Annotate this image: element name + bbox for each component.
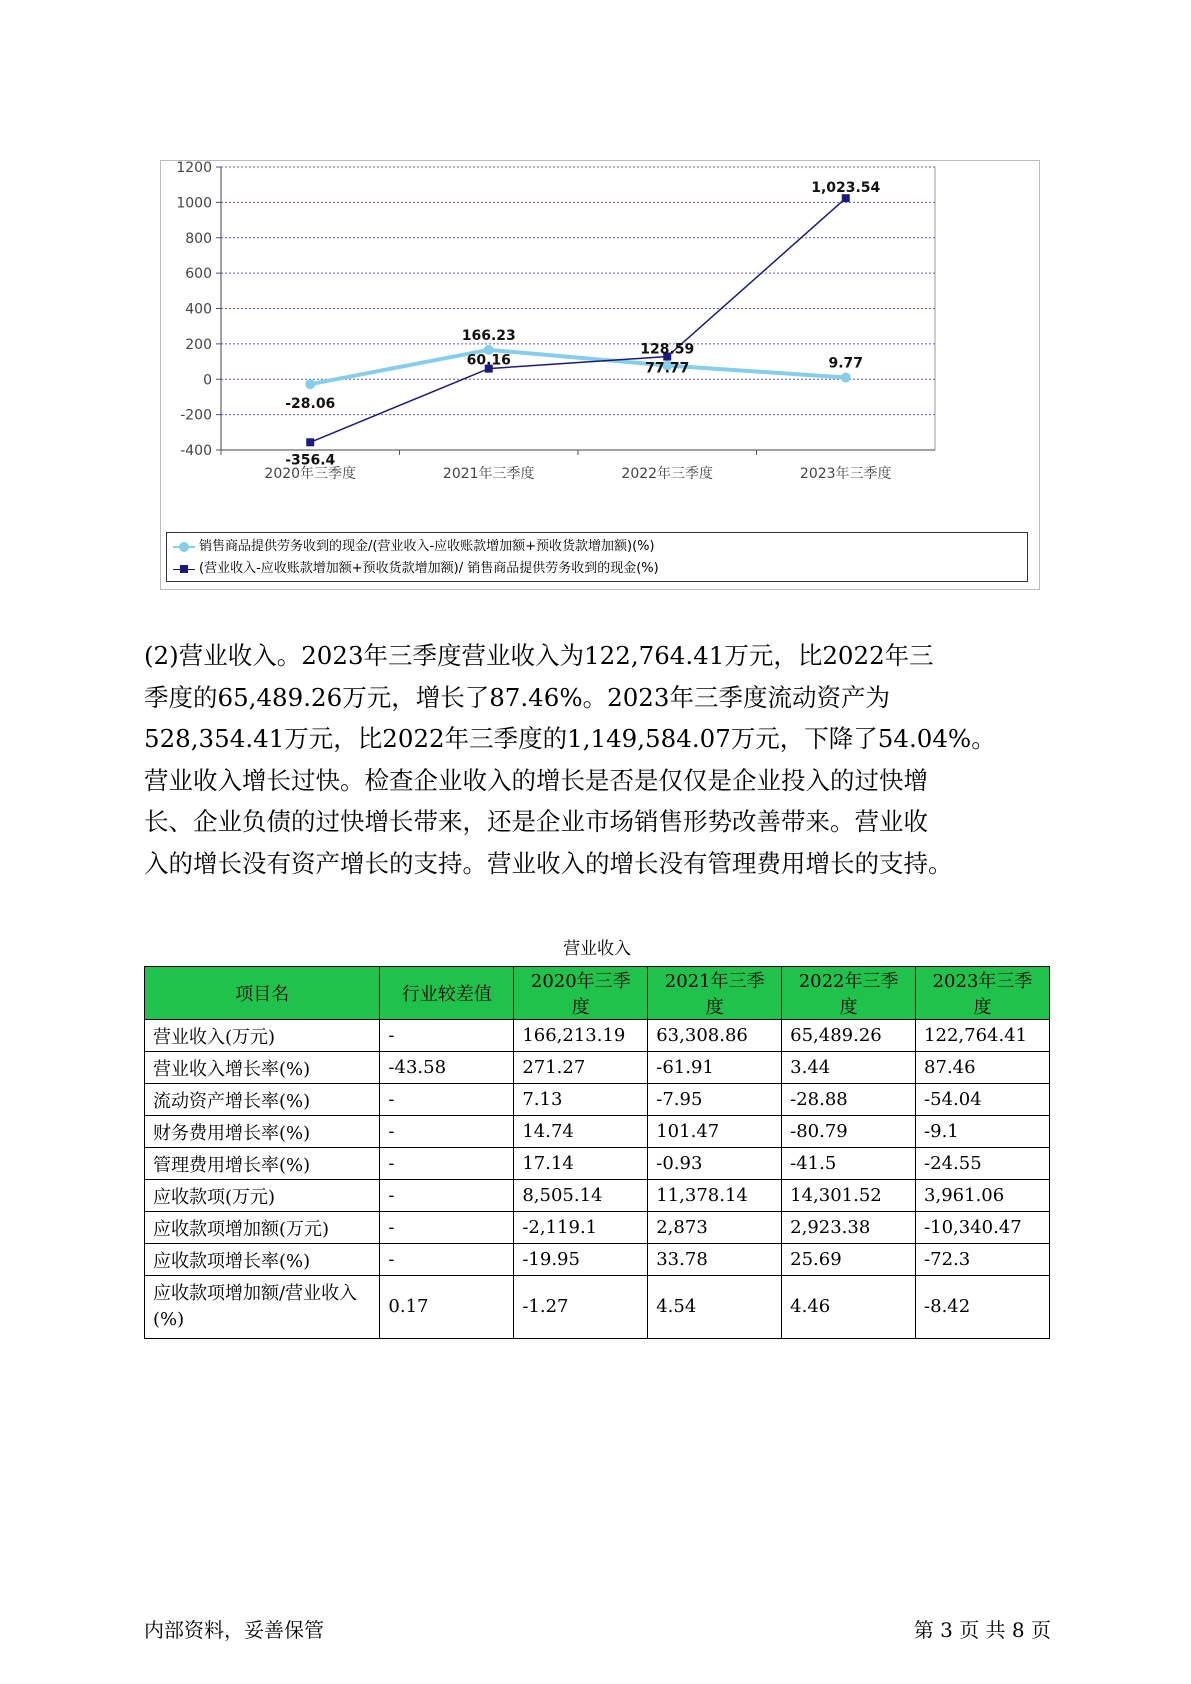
table-row xyxy=(145,1116,1050,1148)
table-cell: - xyxy=(380,1116,514,1148)
table-cell: -2,119.1 xyxy=(514,1212,648,1244)
table-cell: - xyxy=(380,1244,514,1276)
table-cell: - xyxy=(380,1148,514,1180)
y-tick-label: 800 xyxy=(185,230,212,247)
table-row xyxy=(145,1084,1050,1116)
data-label-series-2: 128.59 xyxy=(640,341,695,358)
row-label-cell: 应收款项增长率(%) xyxy=(145,1244,380,1276)
table-cell: 65,489.26 xyxy=(782,1020,916,1052)
table-cell: 87.46 xyxy=(916,1052,1050,1084)
table-cell: -10,340.47 xyxy=(916,1212,1050,1244)
line-chart xyxy=(160,160,1040,590)
table-cell: - xyxy=(380,1180,514,1212)
data-point-series-1 xyxy=(841,373,851,383)
table-cell: -28.88 xyxy=(782,1084,916,1116)
table-cell: 0.17 xyxy=(380,1276,514,1339)
table-row xyxy=(145,1244,1050,1276)
table-header-row xyxy=(145,967,1050,1020)
data-label-series-2: 1,023.54 xyxy=(811,180,881,197)
table-cell: 7.13 xyxy=(514,1084,648,1116)
data-point-series-2 xyxy=(306,438,314,446)
table-cell: 25.69 xyxy=(782,1244,916,1276)
table-cell: -1.27 xyxy=(514,1276,648,1339)
column-header: 2023年三季度 xyxy=(916,967,1050,1020)
row-label-cell: 营业收入(万元) xyxy=(145,1020,380,1052)
table-row xyxy=(145,1148,1050,1180)
data-label-series-1: 77.77 xyxy=(645,360,690,377)
data-point-series-1 xyxy=(305,379,315,389)
table-cell: 11,378.14 xyxy=(648,1180,782,1212)
row-label-cell: 应收款项增加额(万元) xyxy=(145,1212,380,1244)
legend-marker-circle-icon xyxy=(173,541,195,553)
table-cell: -54.04 xyxy=(916,1084,1050,1116)
table-cell: -8.42 xyxy=(916,1276,1050,1339)
chart-legend xyxy=(166,532,1028,582)
y-tick-label: 0 xyxy=(203,372,212,389)
table-row xyxy=(145,1276,1050,1339)
y-tick-label: 200 xyxy=(185,336,212,353)
column-header: 2022年三季度 xyxy=(782,967,916,1020)
column-header: 项目名 xyxy=(145,967,380,1020)
row-label-cell: 管理费用增长率(%) xyxy=(145,1148,380,1180)
footer-page-number: 第 3 页 共 8 页 xyxy=(913,1618,1051,1642)
data-label-series-2: -356.4 xyxy=(285,452,336,469)
legend-label: 销售商品提供劳务收到的现金/(营业收入-应收账款增加额+预收货款增加额)(%) xyxy=(199,539,655,554)
column-header: 行业较差值 xyxy=(380,967,514,1020)
legend-item-series-2 xyxy=(173,558,1021,580)
paragraph-line: 营业收入增长过快。检查企业收入的增长是否是仅仅是企业投入的过快增 xyxy=(144,765,928,795)
data-label-series-1: -28.06 xyxy=(285,396,336,413)
table-cell: 14.74 xyxy=(514,1116,648,1148)
row-label-cell: 营业收入增长率(%) xyxy=(145,1052,380,1084)
paragraph-line: 季度的65,489.26万元，增长了87.46%。2023年三季度流动资产为 xyxy=(144,682,890,712)
x-tick-label: 2020年三季度 xyxy=(264,466,357,482)
table-cell: -80.79 xyxy=(782,1116,916,1148)
table-row xyxy=(145,1052,1050,1084)
row-label-cell: 财务费用增长率(%) xyxy=(145,1116,380,1148)
table-cell: 271.27 xyxy=(514,1052,648,1084)
table-cell: -9.1 xyxy=(916,1116,1050,1148)
table-row xyxy=(145,1212,1050,1244)
table-cell: -61.91 xyxy=(648,1052,782,1084)
table-cell: - xyxy=(380,1020,514,1052)
table-cell: 63,308.86 xyxy=(648,1020,782,1052)
table-cell: 3.44 xyxy=(782,1052,916,1084)
table-cell: 4.54 xyxy=(648,1276,782,1339)
y-tick-label: 1200 xyxy=(176,160,212,176)
table-cell: -43.58 xyxy=(380,1052,514,1084)
y-tick-label: 400 xyxy=(185,301,212,318)
table-cell: - xyxy=(380,1084,514,1116)
footer-confidential-note: 内部资料，妥善保管 xyxy=(144,1618,324,1642)
y-tick-label: -200 xyxy=(180,407,212,424)
y-tick-label: 1000 xyxy=(176,195,212,212)
table-cell: -7.95 xyxy=(648,1084,782,1116)
y-tick-label: -400 xyxy=(180,443,212,459)
x-tick-label: 2021年三季度 xyxy=(442,466,535,482)
table-cell: 8,505.14 xyxy=(514,1180,648,1212)
table-cell: -41.5 xyxy=(782,1148,916,1180)
table-cell: -0.93 xyxy=(648,1148,782,1180)
revenue-paragraph xyxy=(144,635,1044,884)
table-cell: 33.78 xyxy=(648,1244,782,1276)
table-cell: -72.3 xyxy=(916,1244,1050,1276)
row-label-cell: 应收款项(万元) xyxy=(145,1180,380,1212)
table-cell: 166,213.19 xyxy=(514,1020,648,1052)
table-cell: 17.14 xyxy=(514,1148,648,1180)
table-cell: 3,961.06 xyxy=(916,1180,1050,1212)
table-cell: 2,923.38 xyxy=(782,1212,916,1244)
x-tick-label: 2023年三季度 xyxy=(799,466,892,482)
y-tick-label: 600 xyxy=(185,266,212,283)
paragraph-line: (2)营业收入。2023年三季度营业收入为122,764.41万元，比2022年三 xyxy=(144,641,934,670)
row-label-cell: 流动资产增长率(%) xyxy=(145,1084,380,1116)
legend-item-series-1 xyxy=(173,536,1021,558)
table-cell: 4.46 xyxy=(782,1276,916,1339)
table-body xyxy=(145,1020,1050,1339)
x-tick-label: 2022年三季度 xyxy=(621,466,714,482)
table-cell: 2,873 xyxy=(648,1212,782,1244)
paragraph-line: 528,354.41万元，比2022年三季度的1,149,584.07万元，下降了54.04%。 xyxy=(144,724,996,753)
data-label-series-1: 166.23 xyxy=(461,327,516,344)
table-title: 营业收入 xyxy=(563,939,631,959)
table-cell: - xyxy=(380,1212,514,1244)
column-header: 2020年三季度 xyxy=(514,967,648,1020)
table-row xyxy=(145,1020,1050,1052)
table-cell: 101.47 xyxy=(648,1116,782,1148)
chart-frame xyxy=(161,161,1040,590)
table-row xyxy=(145,1180,1050,1212)
data-label-series-2: 60.16 xyxy=(466,352,511,369)
table-cell: 122,764.41 xyxy=(916,1020,1050,1052)
paragraph-line: 入的增长没有资产增长的支持。营业收入的增长没有管理费用增长的支持。 xyxy=(144,848,953,878)
table-cell: -19.95 xyxy=(514,1244,648,1276)
table-cell: 14,301.52 xyxy=(782,1180,916,1212)
legend-marker-square-icon xyxy=(173,563,195,575)
revenue-table xyxy=(144,966,1050,1339)
table-cell: -24.55 xyxy=(916,1148,1050,1180)
column-header: 2021年三季度 xyxy=(648,967,782,1020)
paragraph-line: 长、企业负债的过快增长带来，还是企业市场销售形势改善带来。营业收 xyxy=(144,807,928,836)
row-label-cell: 应收款项增加额/营业收入(%) xyxy=(145,1276,380,1339)
data-label-series-1: 9.77 xyxy=(828,355,864,372)
legend-label: (营业收入-应收账款增加额+预收货款增加额)/ 销售商品提供劳务收到的现金(%) xyxy=(199,561,659,576)
